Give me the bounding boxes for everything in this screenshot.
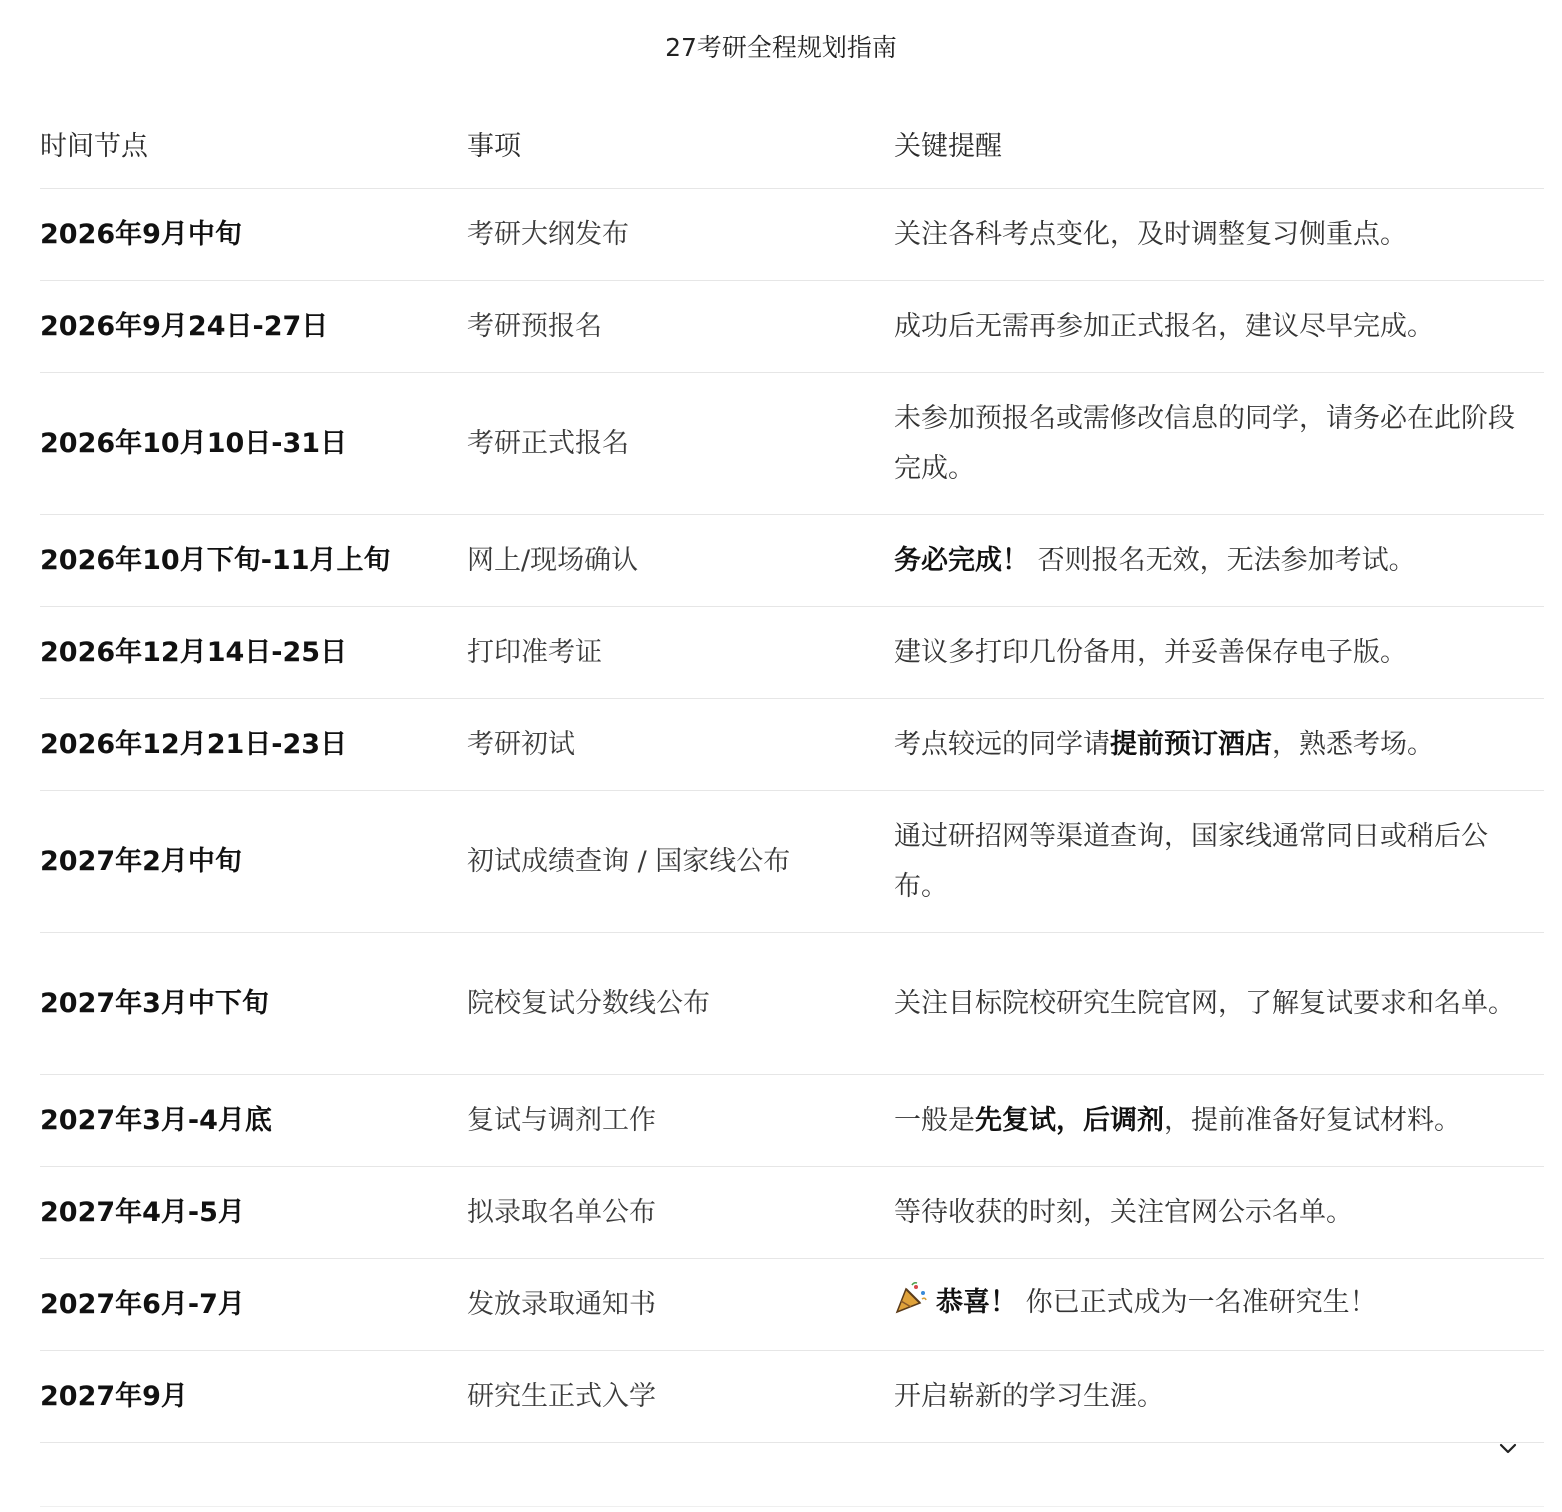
time-cell: 2026年10月10日-31日 [40, 427, 348, 459]
table-row [40, 1075, 1544, 1167]
time-cell: 2026年12月21日-23日 [40, 728, 348, 760]
chevron-down-icon[interactable] [1496, 1436, 1520, 1460]
table-row [40, 1167, 1544, 1259]
note-emphasis: 务必完成！ [894, 544, 1029, 576]
note-cell [894, 979, 1544, 1029]
note-emphasis: 提前预订酒店 [1110, 728, 1272, 760]
time-cell: 2026年10月下旬-11月上旬 [40, 544, 391, 576]
note-text: 关注各科考点变化，及时调整复习侧重点。 [894, 218, 1407, 250]
note-text: 开启崭新的学习生涯。 [894, 1380, 1164, 1412]
note-cell [894, 1096, 1544, 1146]
item-cell: 网上/现场确认 [467, 544, 639, 576]
table-row [40, 699, 1544, 791]
note-cell [894, 394, 1544, 494]
table-row [40, 607, 1544, 699]
time-cell: 2027年4月-5月 [40, 1196, 245, 1228]
note-text: 建议多打印几份备用，并妥善保存电子版。 [894, 636, 1407, 668]
item-cell: 考研正式报名 [467, 427, 629, 459]
note-emphasis: 恭喜！ [936, 1286, 1017, 1318]
table-row [40, 281, 1544, 373]
note-text: ，熟悉考场。 [1272, 728, 1434, 760]
table-row [40, 373, 1544, 515]
note-cell [894, 628, 1544, 678]
note-text: 关注目标院校研究生院官网，了解复试要求和名单。 [894, 987, 1515, 1019]
table-row [40, 933, 1544, 1075]
table-row [40, 1351, 1544, 1443]
note-text: 通过研招网等渠道查询，国家线通常同日或稍后公布。 [894, 820, 1488, 902]
schedule-table [40, 100, 1544, 1443]
header-time: 时间节点 [40, 131, 148, 162]
note-cell [894, 1278, 1544, 1332]
item-cell: 发放录取通知书 [467, 1288, 656, 1320]
note-cell [894, 210, 1544, 260]
note-text: ，提前准备好复试材料。 [1164, 1104, 1461, 1136]
note-text: 等待收获的时刻，关注官网公示名单。 [894, 1196, 1353, 1228]
note-text: 你已正式成为一名准研究生！ [1017, 1286, 1377, 1318]
note-cell [894, 1372, 1544, 1422]
item-cell: 研究生正式入学 [467, 1380, 656, 1412]
note-cell [894, 536, 1544, 586]
time-cell: 2027年3月-4月底 [40, 1104, 272, 1136]
note-cell [894, 1188, 1544, 1238]
table-row [40, 1259, 1544, 1351]
item-cell: 初试成绩查询 / 国家线公布 [467, 845, 791, 877]
item-cell: 院校复试分数线公布 [467, 987, 710, 1019]
note-cell [894, 302, 1544, 352]
table-row [40, 515, 1544, 607]
item-cell: 打印准考证 [467, 636, 602, 668]
note-cell [894, 720, 1544, 770]
table-row [40, 791, 1544, 933]
time-cell: 2026年9月中旬 [40, 218, 242, 250]
item-cell: 考研大纲发布 [467, 218, 629, 250]
time-cell: 2026年12月14日-25日 [40, 636, 348, 668]
item-cell: 考研预报名 [467, 310, 602, 342]
time-cell: 2026年9月24日-27日 [40, 310, 329, 342]
note-text: 考点较远的同学请 [894, 728, 1110, 760]
party-popper-icon [894, 1281, 928, 1332]
table-row [40, 189, 1544, 281]
time-cell: 2027年9月 [40, 1380, 188, 1412]
header-item: 事项 [467, 131, 521, 162]
time-cell: 2027年6月-7月 [40, 1288, 245, 1320]
note-text: 一般是 [894, 1104, 975, 1136]
page-title: 27考研全程规划指南 [665, 33, 897, 62]
item-cell: 复试与调剂工作 [467, 1104, 656, 1136]
item-cell: 拟录取名单公布 [467, 1196, 656, 1228]
header-note: 关键提醒 [894, 131, 1002, 162]
table-header-row [40, 100, 1544, 189]
note-text: 未参加预报名或需修改信息的同学，请务必在此阶段完成。 [894, 402, 1515, 484]
note-cell [894, 812, 1544, 912]
note-text: 否则报名无效，无法参加考试。 [1029, 544, 1416, 576]
divider [40, 1506, 1544, 1507]
time-cell: 2027年3月中下旬 [40, 987, 269, 1019]
time-cell: 2027年2月中旬 [40, 845, 242, 877]
note-text: 成功后无需再参加正式报名，建议尽早完成。 [894, 310, 1434, 342]
item-cell: 考研初试 [467, 728, 575, 760]
note-emphasis: 先复试，后调剂 [975, 1104, 1164, 1136]
